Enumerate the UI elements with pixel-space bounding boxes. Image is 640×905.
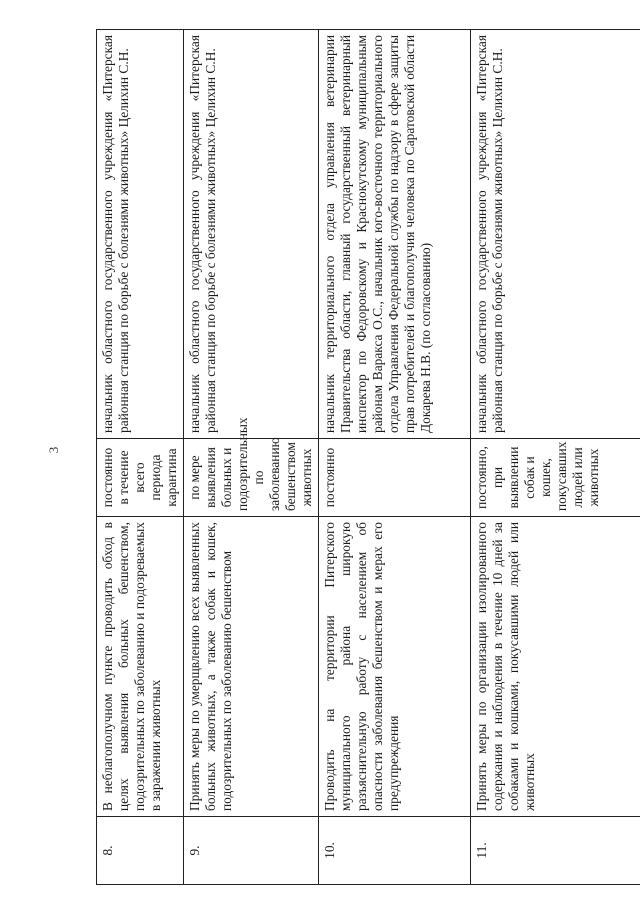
table-row — [319, 30, 471, 885]
row-number: 11. — [471, 817, 640, 885]
row-term: постоянно, при выявлении собак и кошек, покусавших людей или животных — [471, 439, 640, 517]
page-number: 3 — [46, 446, 61, 454]
rotated-page-area — [96, 30, 626, 885]
row-action: Принять меры по умерщвлению всех выявленных больных животных, а также собак и кошек, подозрительных по заболеванию бешенством — [184, 517, 319, 817]
row-action: В неблагополучном пункте проводить обход в целях выявления больных бешенством, подозрительных по заболеванию и подозреваемых в заражении животных — [97, 517, 184, 817]
row-term: постоянно в течение всего периода карантина — [97, 439, 184, 517]
row-responsible: начальник территориального отдела управления ветеринарии Правительства области, главный государственный ветеринарный инспектор по Федоровскому и Краснокутскому муниципальным районам Варакса О.С., начальник юго-восточного территориального отдела Управления Федеральной службы по надзору в сфере защиты прав потребителей и благополучия человека по Саратовской области Докарева Н.В. (по согласованию) — [319, 30, 471, 439]
table-row — [471, 30, 640, 885]
row-number: 10. — [319, 817, 471, 885]
row-action: Принять меры по организации изолированного содержания и наблюдения в течение 10 дней за собаками и кошками, покусавшими людей или животных — [471, 517, 640, 817]
row-number: 9. — [184, 817, 319, 885]
row-responsible: начальник областного государственного учреждения «Питерская районная станция по борьбе с болезнями животных» Целихин С.Н. — [471, 30, 640, 439]
measures-table-container — [96, 30, 626, 885]
row-term: по мере выявления больных и подозрительных по заболеванию бешенством животных — [184, 439, 319, 517]
measures-table — [96, 29, 640, 885]
table-row — [97, 30, 184, 885]
row-action: Проводить на территории Питерского муниципального района широкую разъяснительную работу с населением об опасности заболевания бешенством и мерах его предупреждения — [319, 517, 471, 817]
row-number: 8. — [97, 817, 184, 885]
row-term: постоянно — [319, 439, 471, 517]
row-responsible: начальник областного государственного учреждения «Питерская районная станция по борьбе с болезнями животных» Целихин С.Н. — [184, 30, 319, 439]
table-row — [184, 30, 319, 885]
row-responsible: начальник областного государственного учреждения «Питерская районная станция по борьбе с болезнями животных» Целихин С.Н. — [97, 30, 184, 439]
